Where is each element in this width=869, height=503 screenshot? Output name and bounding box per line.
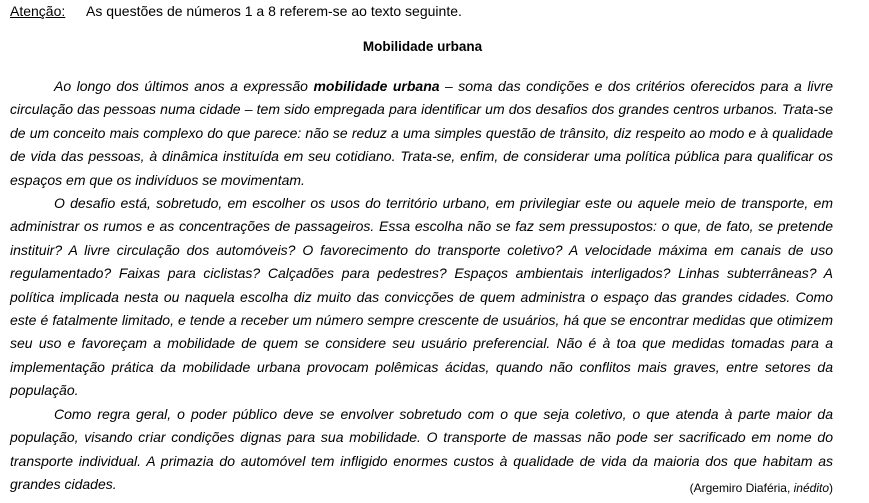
paragraph-1 [10, 75, 833, 192]
text-title: Mobilidade urbana [362, 39, 483, 54]
notice-label: Atenção: [10, 3, 66, 19]
paragraph-2: O desafio está, sobretudo, em escolher os usos do território urbano, em privilegiar este ou aquele meio de transporte, em administrar os rumos e as concentrações de passageiros. Essa escolha não se faz sem pressupostos: o que, de fato, se pretende instituir? A livre circulação dos automóveis? O favorecimento do transporte coletivo? A velocidade máxima em canais de uso regulamentado? Faixas para ciclistas? Calçadões para pedestres? Espaços ambientais interligados? Linhas subterrâneas? A política implicada nesta ou naquela escolha diz muito das convicções de quem administra o espaço das grandes cidades. Como este é fatalmente limitado, e tende a receber um número sempre crescente de usuários, há que se encontrar medidas que otimizem seu uso e favoreçam a mobilidade de quem se considere seu usuário preferencial. Não é à toa que medidas tomadas para a implementação prática da mobilidade urbana provocam polêmicas ácidas, quando não conflitos mais graves, entre setores da população. [10, 195, 833, 399]
paragraph-1-lead: Ao longo dos últimos anos a expressão [54, 78, 314, 94]
source-close: ) [829, 481, 833, 495]
source-note: inédito [793, 481, 829, 495]
source-author: (Argemiro Diaféria, [689, 481, 794, 495]
notice [10, 2, 462, 20]
source-citation [690, 481, 833, 496]
paragraph-1-rest: – soma das condições e dos critérios oferecidos para a livre circulação das pessoas numa cidade – tem sido empregada para identificar um dos desafios dos grandes centros urbanos. Trata-se de um conceito mais complexo do que parece: não se reduz a uma simples questão de trânsito, diz respeito ao modo e à qualidade de vida das pessoas, à dinâmica instituída em seu cotidiano. Trata-se, enfim, de considerar uma política pública para qualificar os espaços em que os indivíduos se movimentam. [10, 78, 833, 188]
paragraph-3: Como regra geral, o poder público deve se envolver sobretudo com o que seja coletivo, o que atenda à parte maior da população, visando criar condições dignas para sua mobilidade. O transporte de massas não pode ser sacrificado em nome do transporte individual. A primazia do automóvel tem infligido enormes custos à qualidade de vida da maioria dos que habitam as grandes cidades. [10, 405, 833, 492]
notice-text: As questões de números 1 a 8 referem-se ao texto seguinte. [86, 3, 462, 19]
paragraph-1-bold-term: mobilidade urbana [313, 78, 440, 94]
text-body [10, 75, 833, 496]
